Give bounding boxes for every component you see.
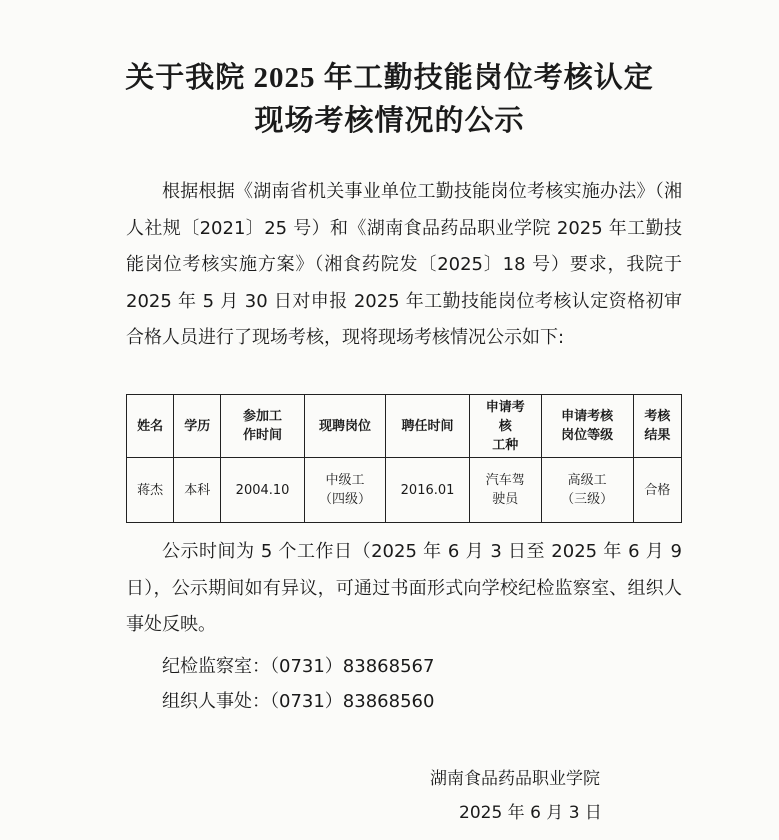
header-result: 考核 结果 [633,395,681,458]
cell-result: 合格 [633,458,681,523]
contact-label: 组织人事处： [162,691,270,712]
header-exam-type: 申请考 核 工种 [469,395,541,458]
contact-phone: （0731）83868560 [270,691,435,712]
contact-phone: （0731）83868567 [270,656,435,677]
intro-paragraph: 根据根据《湖南省机关事业单位工勤技能岗位考核实施办法》（湘人社规〔2021〕25 号）和《湖南食品药品职业学院 2025 年工勤技能岗位考核实施方案》（湘食药院发〔2025〕18 号）要求，我院于 2025 年 5 月 30 日对申报 2025 年工勤技能岗位考核认定资格初审合格人员进行了现场考核，现将现场考核情况公示如下: [126,181,682,349]
signature-date: 2025 年 6 月 3 日 [459,803,602,823]
contact-personnel-office [162,687,434,713]
cell-start-work-time: 2004.10 [221,458,305,523]
header-hire-time: 聘任时间 [386,395,470,458]
cell-exam-level: 高级工 （三级） [541,458,633,523]
contact-discipline-office [162,652,434,678]
assessment-table [126,394,682,523]
notice-paragraph: 公示时间为 5 个工作日（2025 年 6 月 3 日至 2025 年 6 月 9 日），公示期间如有异议，可通过书面形式向学校纪检监察室、组织人事处反映。 [126,541,682,636]
contact-label: 纪检监察室： [162,656,270,677]
header-name: 姓名 [127,395,174,458]
cell-name: 蒋杰 [127,458,174,523]
document-title-line-2: 现场考核情况的公示 [254,105,525,137]
header-start-work-time: 参加工 作时间 [221,395,305,458]
header-exam-level: 申请考核 岗位等级 [541,395,633,458]
cell-exam-type: 汽车驾 驶员 [469,458,541,523]
signature-organization: 湖南食品药品职业学院 [430,769,600,789]
table-row [127,458,682,523]
document-title-line-1: 关于我院 2025 年工勤技能岗位考核认定 [125,62,654,94]
table-header-row [127,395,682,458]
cell-current-post: 中级工 （四级） [304,458,385,523]
cell-hire-time: 2016.01 [386,458,470,523]
cell-education: 本科 [174,458,221,523]
header-current-post: 现聘岗位 [304,395,385,458]
header-education: 学历 [174,395,221,458]
